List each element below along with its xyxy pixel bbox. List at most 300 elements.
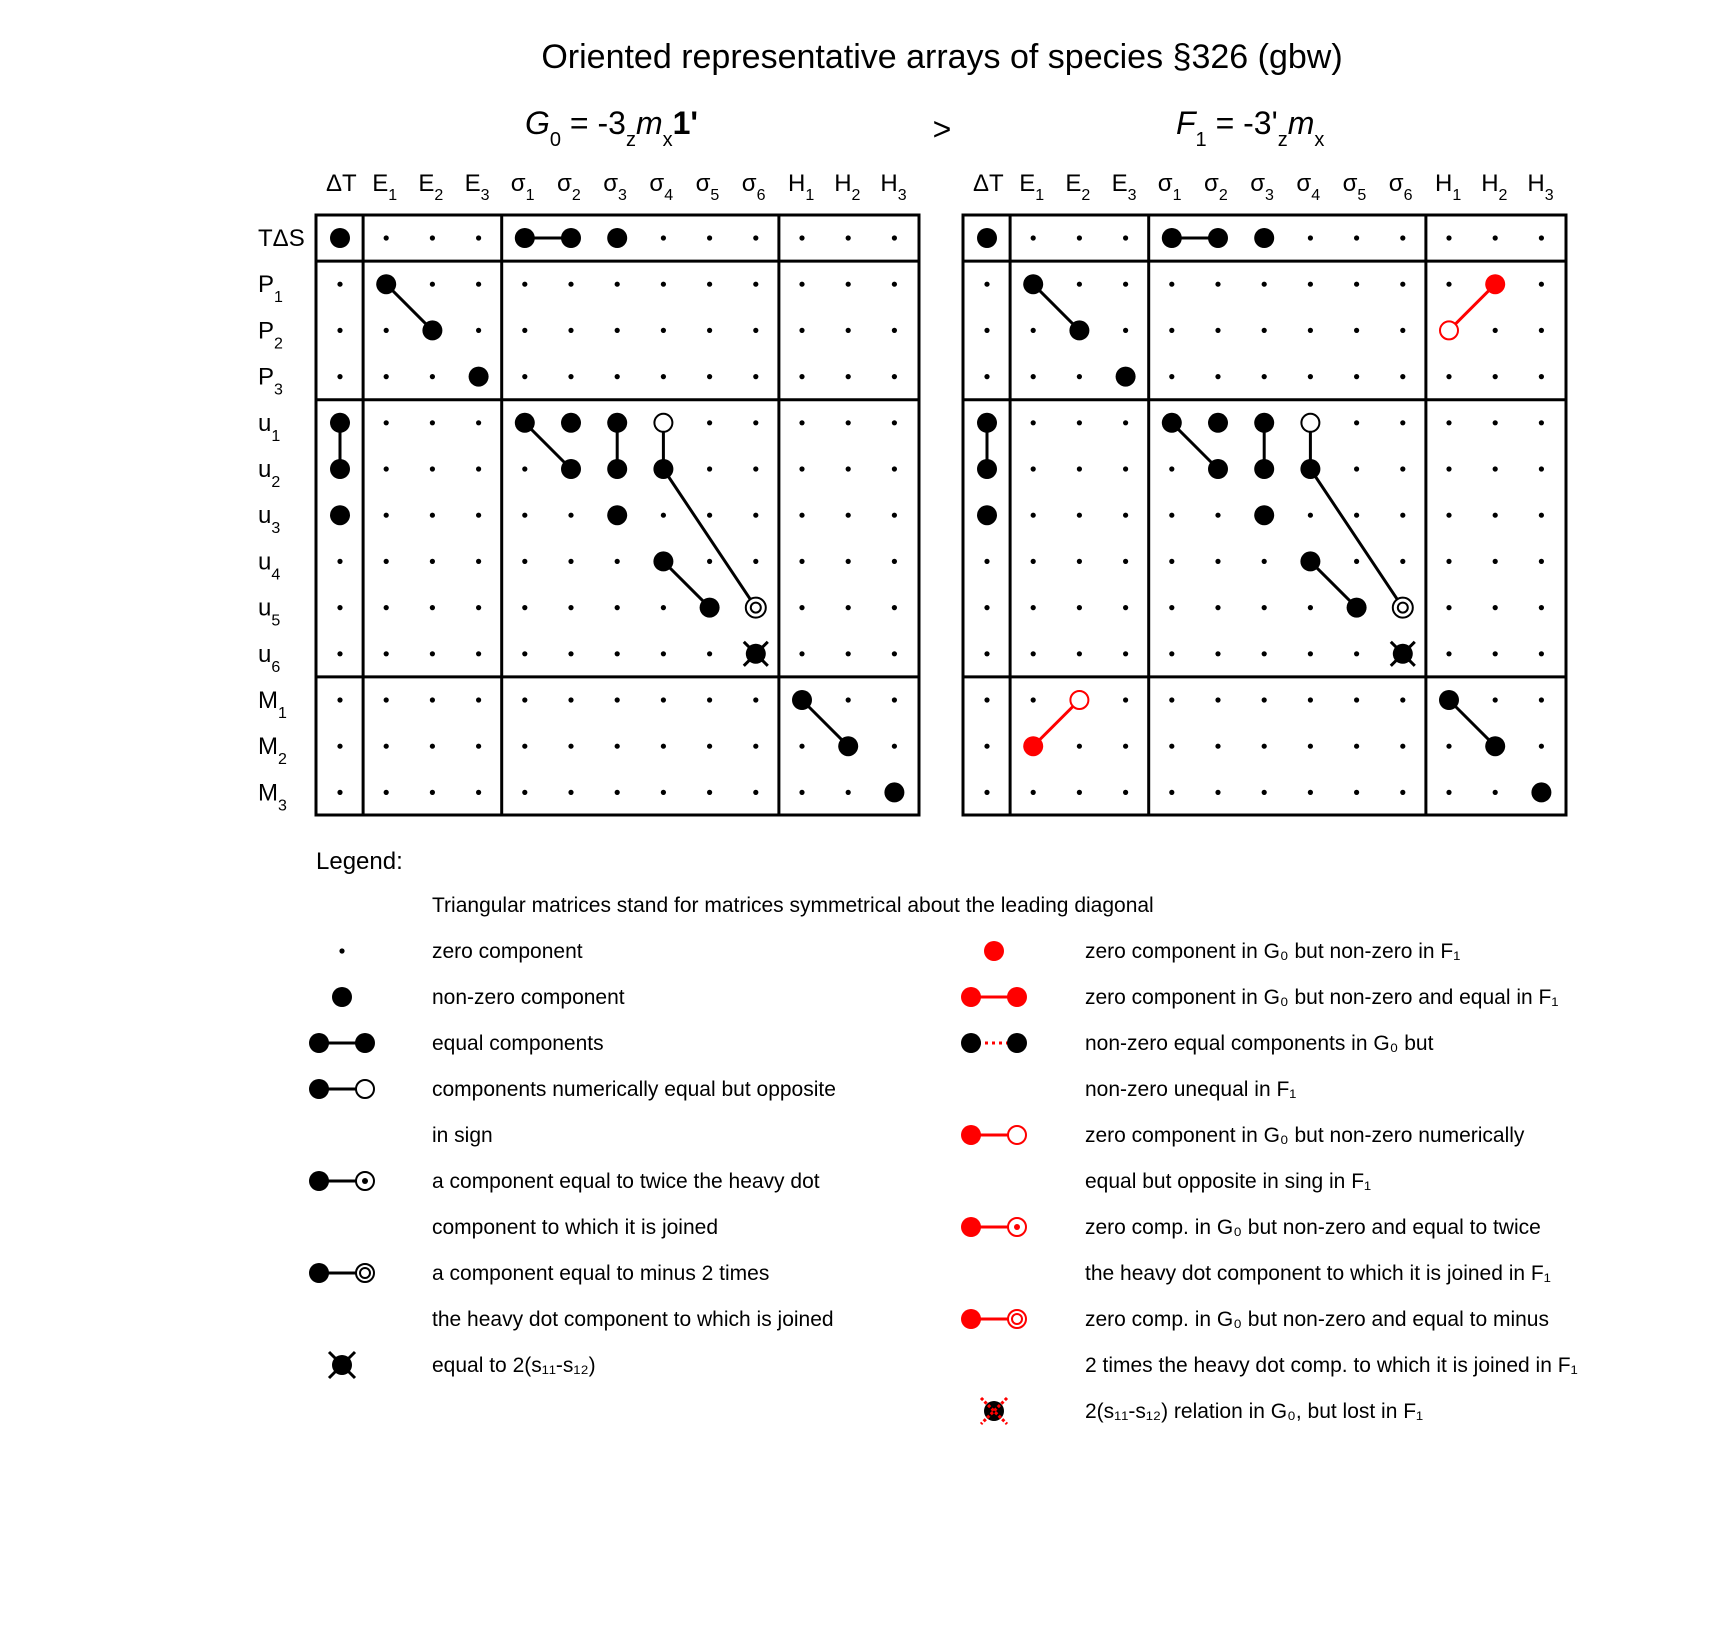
zero-component	[1262, 605, 1267, 610]
dot-symbol	[339, 948, 344, 953]
zero-component	[568, 513, 573, 518]
zero-component	[522, 744, 527, 749]
zero-component	[337, 328, 342, 333]
zero-component	[846, 328, 851, 333]
nonzero-component	[1485, 736, 1505, 756]
zero-component	[661, 328, 666, 333]
zero-component	[1031, 328, 1036, 333]
zero-component	[476, 420, 481, 425]
col-header-0: ΔT	[973, 170, 1004, 197]
zero-component	[1215, 790, 1220, 795]
zero-component	[707, 651, 712, 656]
zero-component	[892, 420, 897, 425]
nonzero-component	[515, 228, 535, 248]
zero-component	[337, 605, 342, 610]
red-opposite-component	[1070, 691, 1088, 709]
nonzero-component	[977, 228, 997, 248]
equal-symbol-left	[309, 1033, 329, 1053]
zero-component	[384, 559, 389, 564]
zero-component	[753, 513, 758, 518]
zero-component	[1262, 790, 1267, 795]
zero-component	[615, 374, 620, 379]
nonzero-component	[607, 505, 627, 525]
legend-left-item-4-line-1: component to which it is joined	[432, 1216, 718, 1239]
nonzero-component	[792, 690, 812, 710]
zero-component	[337, 697, 342, 702]
zero-component	[1354, 559, 1359, 564]
zero-component	[1215, 328, 1220, 333]
zero-component	[430, 651, 435, 656]
zero-component	[1215, 697, 1220, 702]
zero-component	[1400, 559, 1405, 564]
col-header-9: $\sigma_6$	[1388, 170, 1413, 204]
zero-component	[1308, 513, 1313, 518]
zero-component	[384, 744, 389, 749]
nonzero-component	[977, 459, 997, 479]
zero-component	[384, 374, 389, 379]
legend-left-item-6-line-0: equal to 2(s₁₁-s₁₂)	[432, 1354, 596, 1377]
zero-component	[1123, 605, 1128, 610]
zero-component	[1539, 420, 1544, 425]
zero-component	[522, 282, 527, 287]
zero-component	[707, 466, 712, 471]
zero-component	[337, 651, 342, 656]
dotted-equal-symbol-left	[961, 1033, 981, 1053]
minus-two-inner-ring	[1398, 603, 1408, 613]
col-header-6: $\sigma_3$	[603, 170, 627, 204]
zero-component	[661, 374, 666, 379]
zero-component	[476, 559, 481, 564]
zero-component	[430, 466, 435, 471]
zero-component	[384, 420, 389, 425]
zero-component	[1400, 374, 1405, 379]
matrix-g0	[258, 170, 919, 815]
zero-component	[707, 559, 712, 564]
opposite-symbol-left	[309, 1079, 329, 1099]
zero-component	[337, 374, 342, 379]
zero-component	[1493, 651, 1498, 656]
zero-component	[1215, 513, 1220, 518]
zero-component	[568, 697, 573, 702]
nonzero-component	[1254, 459, 1274, 479]
legend-right-item-5-line-0: zero comp. in G₀ but non-zero and equal to minus	[1085, 1308, 1549, 1331]
nonzero-component	[1254, 413, 1274, 433]
zero-component	[384, 328, 389, 333]
zero-component	[1308, 697, 1313, 702]
equal-symbol-right	[355, 1033, 375, 1053]
zero-component	[1169, 559, 1174, 564]
zero-component	[430, 374, 435, 379]
red-twice-symbol-left	[961, 1217, 981, 1237]
nonzero-component	[884, 782, 904, 802]
zero-component	[1539, 328, 1544, 333]
zero-component	[476, 651, 481, 656]
zero-component	[1031, 559, 1036, 564]
zero-component	[799, 328, 804, 333]
zero-component	[1215, 374, 1220, 379]
zero-component	[753, 790, 758, 795]
nonzero-component	[1069, 320, 1089, 340]
row-label-5: $u_2$	[258, 456, 281, 491]
zero-component	[753, 420, 758, 425]
zero-component	[846, 605, 851, 610]
nonzero-component	[607, 228, 627, 248]
red-opposite-symbol-right	[1008, 1126, 1026, 1144]
zero-component	[476, 697, 481, 702]
row-label-10: $M_1$	[258, 687, 287, 722]
legend-right-item-4-line-1: the heavy dot component to which it is joined in F₁	[1085, 1262, 1551, 1285]
zero-component	[1123, 282, 1128, 287]
twice-symbol-center	[362, 1178, 368, 1184]
heavy-symbol	[332, 987, 352, 1007]
zero-component	[984, 328, 989, 333]
zero-component	[615, 282, 620, 287]
zero-component	[1539, 559, 1544, 564]
zero-component	[522, 559, 527, 564]
zero-component	[1169, 790, 1174, 795]
row-label-0: TΔS	[258, 225, 305, 252]
zero-component	[522, 513, 527, 518]
zero-component	[568, 605, 573, 610]
matrix-f1	[963, 170, 1566, 815]
red-cross-symbol	[984, 1401, 1004, 1421]
zero-component	[1400, 697, 1405, 702]
zero-component	[1215, 559, 1220, 564]
zero-component	[846, 559, 851, 564]
red-heavy-symbol	[984, 941, 1004, 961]
zero-component	[1308, 651, 1313, 656]
zero-component	[707, 235, 712, 240]
zero-component	[799, 744, 804, 749]
col-header-4: $\sigma_1$	[1157, 170, 1182, 204]
zero-component	[1446, 513, 1451, 518]
zero-component	[430, 790, 435, 795]
legend-title: Legend:	[316, 848, 403, 875]
zero-component	[522, 605, 527, 610]
legend-right-item-4-line-0: zero comp. in G₀ but non-zero and equal to twice	[1085, 1216, 1541, 1239]
zero-component	[568, 328, 573, 333]
zero-component	[1446, 744, 1451, 749]
nonzero-component	[977, 413, 997, 433]
zero-component	[1446, 466, 1451, 471]
zero-component	[753, 282, 758, 287]
nonzero-component	[653, 551, 673, 571]
zero-component	[1169, 282, 1174, 287]
zero-component	[1446, 235, 1451, 240]
zero-component	[1031, 605, 1036, 610]
zero-component	[1308, 744, 1313, 749]
zero-component	[1169, 605, 1174, 610]
zero-component	[522, 790, 527, 795]
red-minus2-symbol-ring	[1012, 1314, 1022, 1324]
zero-component	[1031, 466, 1036, 471]
nonzero-component	[1347, 598, 1367, 618]
zero-component	[707, 697, 712, 702]
nonzero-component	[653, 459, 673, 479]
zero-component	[1262, 651, 1267, 656]
col-header-2: $E_2$	[1065, 170, 1091, 204]
zero-component	[1446, 559, 1451, 564]
nonzero-component	[1208, 413, 1228, 433]
zero-component	[1077, 420, 1082, 425]
nonzero-component	[607, 413, 627, 433]
row-label-6: $u_3$	[258, 502, 281, 538]
zero-component	[1539, 513, 1544, 518]
zero-component	[476, 790, 481, 795]
zero-component	[1123, 328, 1128, 333]
zero-component	[1493, 559, 1498, 564]
row-label-4: $u_1$	[258, 409, 281, 445]
zero-component	[1446, 651, 1451, 656]
zero-component	[661, 697, 666, 702]
zero-component	[1308, 605, 1313, 610]
zero-component	[1123, 559, 1128, 564]
zero-component	[1215, 282, 1220, 287]
zero-component	[984, 282, 989, 287]
col-header-3: $E_3$	[1111, 170, 1137, 204]
legend-right-item-1-line-0: zero component in G₀ but non-zero and equal in F₁	[1085, 986, 1559, 1009]
legend-note: Triangular matrices stand for matrices symmetrical about the leading diagonal	[432, 894, 1154, 917]
zero-component	[1215, 605, 1220, 610]
nonzero-component	[330, 413, 350, 433]
legend-left-item-1-line-0: non-zero component	[432, 986, 625, 1009]
zero-component	[1493, 328, 1498, 333]
zero-component	[707, 282, 712, 287]
zero-component	[892, 466, 897, 471]
zero-component	[984, 605, 989, 610]
nonzero-component	[1439, 690, 1459, 710]
nonzero-component	[607, 459, 627, 479]
zero-component	[1354, 282, 1359, 287]
zero-component	[430, 282, 435, 287]
zero-component	[430, 697, 435, 702]
zero-component	[799, 235, 804, 240]
zero-component	[615, 559, 620, 564]
zero-component	[568, 790, 573, 795]
zero-component	[522, 651, 527, 656]
zero-component	[984, 559, 989, 564]
nonzero-component	[561, 228, 581, 248]
zero-component	[892, 697, 897, 702]
zero-component	[1354, 420, 1359, 425]
zero-component	[707, 374, 712, 379]
col-header-9: $\sigma_6$	[741, 170, 766, 204]
zero-component	[1539, 697, 1544, 702]
col-header-6: $\sigma_3$	[1250, 170, 1274, 204]
zero-component	[846, 235, 851, 240]
red-twice-symbol-center	[1014, 1224, 1020, 1230]
zero-component	[476, 744, 481, 749]
zero-component	[753, 328, 758, 333]
zero-component	[753, 744, 758, 749]
zero-component	[1493, 374, 1498, 379]
zero-component	[846, 651, 851, 656]
zero-component	[1446, 282, 1451, 287]
zero-component	[707, 328, 712, 333]
zero-component	[892, 235, 897, 240]
zero-component	[384, 790, 389, 795]
zero-component	[1354, 374, 1359, 379]
zero-component	[984, 790, 989, 795]
zero-component	[984, 744, 989, 749]
zero-component	[1308, 282, 1313, 287]
zero-component	[1169, 374, 1174, 379]
zero-component	[707, 420, 712, 425]
zero-component	[1493, 235, 1498, 240]
nonzero-component	[700, 598, 720, 618]
zero-component	[892, 513, 897, 518]
zero-component	[846, 420, 851, 425]
zero-component	[707, 790, 712, 795]
zero-component	[476, 282, 481, 287]
zero-component	[1169, 744, 1174, 749]
zero-component	[615, 744, 620, 749]
zero-component	[1169, 466, 1174, 471]
zero-component	[476, 513, 481, 518]
zero-component	[1123, 466, 1128, 471]
zero-component	[1308, 328, 1313, 333]
col-header-8: $\sigma_5$	[695, 170, 720, 204]
legend-left-item-2-line-0: equal components	[432, 1032, 604, 1055]
zero-component	[661, 605, 666, 610]
zero-component	[568, 282, 573, 287]
zero-component	[1493, 420, 1498, 425]
zero-component	[1354, 328, 1359, 333]
legend-right-item-3-line-1: equal but opposite in sing in F₁	[1085, 1170, 1372, 1193]
zero-component	[1077, 790, 1082, 795]
zero-component	[1123, 235, 1128, 240]
nonzero-component	[561, 413, 581, 433]
zero-component	[661, 651, 666, 656]
zero-component	[892, 605, 897, 610]
zero-component	[568, 374, 573, 379]
zero-component	[522, 328, 527, 333]
zero-component	[799, 282, 804, 287]
zero-component	[1215, 744, 1220, 749]
nonzero-component	[376, 274, 396, 294]
row-label-1: $P_1$	[258, 271, 283, 307]
red-equal-symbol-right	[1007, 987, 1027, 1007]
nonzero-component	[469, 367, 489, 387]
opposite-symbol-right	[356, 1080, 374, 1098]
red-opposite-symbol-left	[961, 1125, 981, 1145]
zero-component	[337, 790, 342, 795]
row-label-7: $u_4$	[258, 548, 281, 584]
row-label-3: $P_3$	[258, 363, 283, 399]
legend-right-item-6-line-0: 2(s₁₁-s₁₂) relation in G₀, but lost in F₁	[1085, 1400, 1424, 1423]
zero-component	[430, 420, 435, 425]
comparison-symbol: >	[932, 111, 952, 147]
zero-component	[476, 605, 481, 610]
zero-component	[799, 420, 804, 425]
zero-component	[707, 513, 712, 518]
zero-component	[1493, 513, 1498, 518]
zero-component	[1400, 235, 1405, 240]
twice-symbol-left	[309, 1171, 329, 1191]
minus2-symbol-ring	[360, 1268, 370, 1278]
zero-component	[568, 744, 573, 749]
nonzero-component	[422, 320, 442, 340]
zero-component	[1539, 374, 1544, 379]
col-header-1: $E_1$	[372, 170, 398, 204]
zero-component	[1123, 744, 1128, 749]
zero-component	[1354, 466, 1359, 471]
zero-component	[430, 513, 435, 518]
zero-component	[1031, 790, 1036, 795]
zero-component	[799, 513, 804, 518]
zero-component	[1169, 513, 1174, 518]
zero-component	[1123, 513, 1128, 518]
zero-component	[1169, 651, 1174, 656]
zero-component	[892, 559, 897, 564]
red-equal-symbol-left	[961, 987, 981, 1007]
nonzero-component	[330, 228, 350, 248]
zero-component	[1262, 328, 1267, 333]
zero-component	[615, 697, 620, 702]
zero-component	[1493, 790, 1498, 795]
zero-component	[892, 282, 897, 287]
zero-component	[1031, 235, 1036, 240]
nonzero-component	[1300, 551, 1320, 571]
zero-component	[1215, 651, 1220, 656]
col-header-11: $H_2$	[1481, 170, 1508, 204]
zero-component	[846, 466, 851, 471]
zero-component	[984, 651, 989, 656]
zero-component	[661, 744, 666, 749]
zero-component	[1400, 744, 1405, 749]
legend-left-item-5-line-1: the heavy dot component to which is joined	[432, 1308, 834, 1331]
dotted-equal-symbol-right	[1007, 1033, 1027, 1053]
zero-component	[799, 466, 804, 471]
connector-line	[1310, 469, 1402, 608]
connector-line	[663, 469, 755, 608]
zero-component	[384, 466, 389, 471]
zero-component	[661, 282, 666, 287]
zero-component	[1493, 605, 1498, 610]
zero-component	[1123, 697, 1128, 702]
zero-component	[753, 235, 758, 240]
zero-component	[1354, 790, 1359, 795]
zero-component	[1077, 466, 1082, 471]
col-header-11: $H_2$	[834, 170, 861, 204]
legend-left-item-0-line-0: zero component	[432, 940, 583, 963]
nonzero-component	[330, 459, 350, 479]
zero-component	[1262, 559, 1267, 564]
legend-left-item-5-line-0: a component equal to minus 2 times	[432, 1262, 770, 1285]
nonzero-component	[1023, 274, 1043, 294]
zero-component	[384, 513, 389, 518]
zero-component	[799, 605, 804, 610]
zero-component	[799, 651, 804, 656]
legend-left-item-3-line-0: components numerically equal but opposite	[432, 1078, 836, 1101]
row-label-9: $u_6$	[258, 640, 281, 676]
row-label-12: $M_3$	[258, 779, 287, 815]
nonzero-component	[1116, 367, 1136, 387]
zero-component	[522, 697, 527, 702]
col-header-5: $\sigma_2$	[1204, 170, 1228, 204]
zero-component	[846, 790, 851, 795]
row-label-11: $M_2$	[258, 733, 287, 769]
legend-right-item-0-line-0: zero component in G₀ but non-zero in F₁	[1085, 940, 1461, 963]
zero-component	[1031, 513, 1036, 518]
zero-component	[1031, 651, 1036, 656]
zero-component	[615, 328, 620, 333]
zero-component	[384, 651, 389, 656]
zero-component	[1077, 374, 1082, 379]
zero-component	[892, 374, 897, 379]
zero-component	[337, 744, 342, 749]
zero-component	[1446, 420, 1451, 425]
